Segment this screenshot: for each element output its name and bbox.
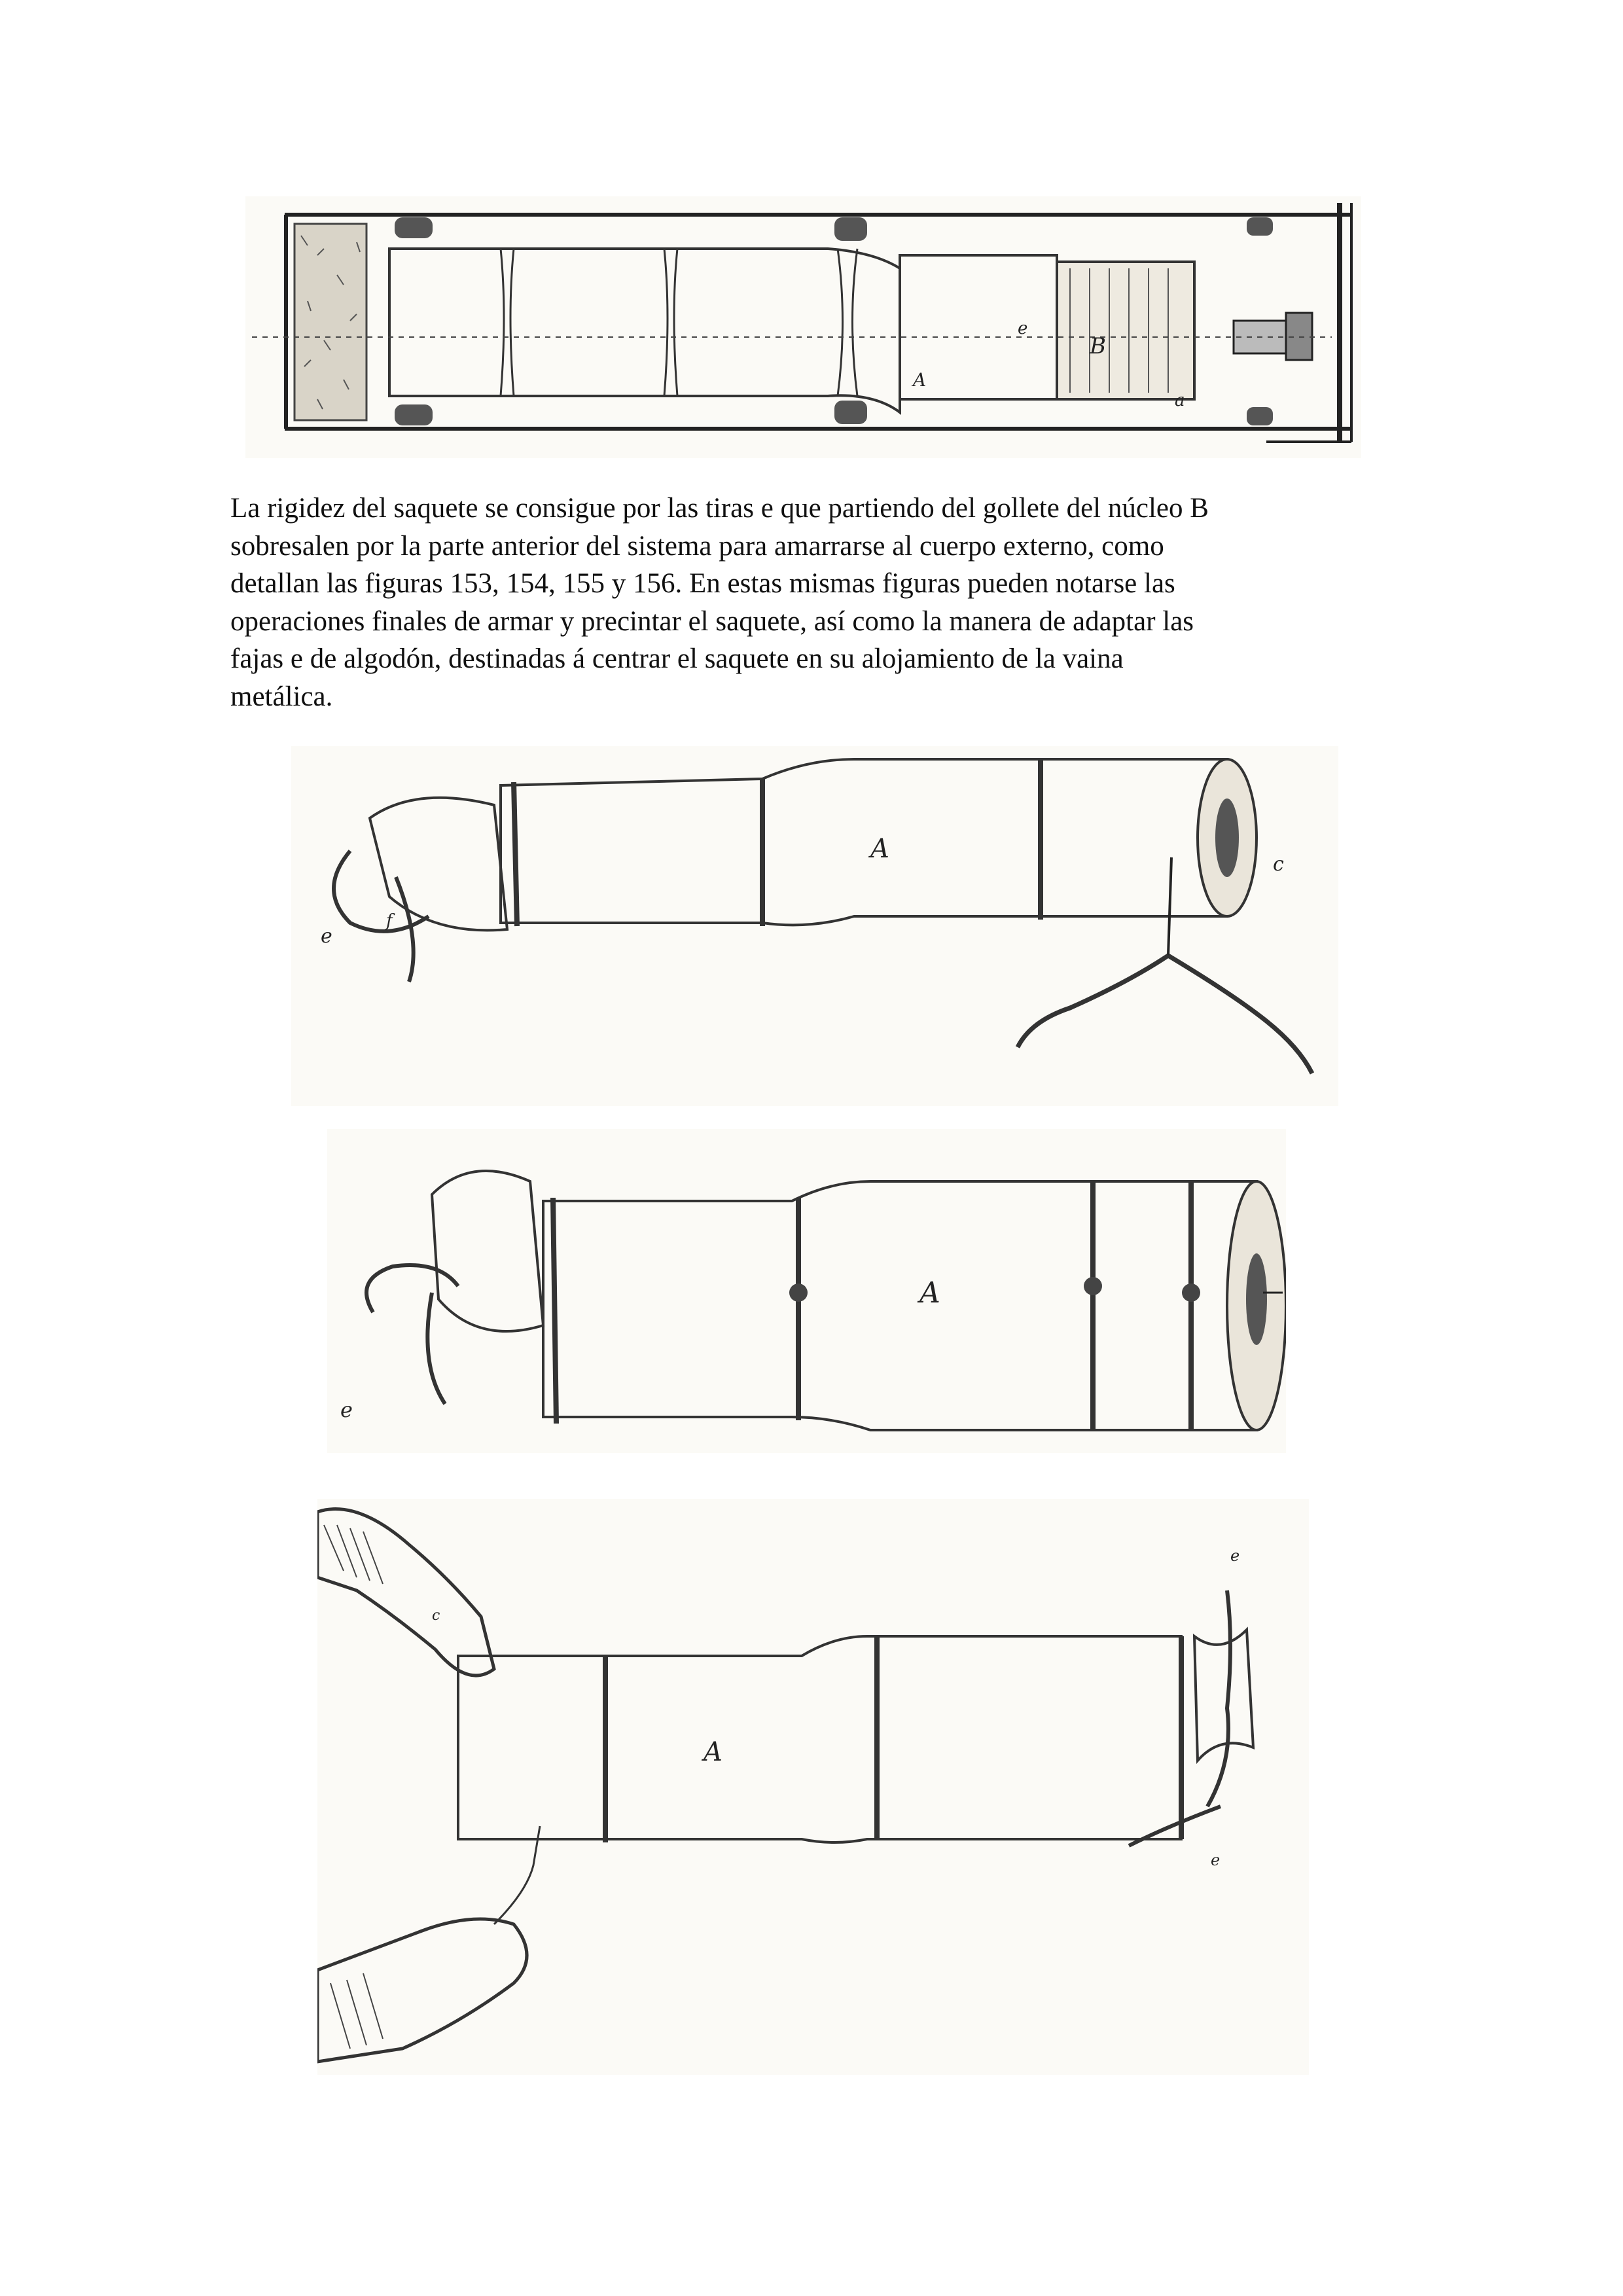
fig3-label-e: e xyxy=(340,1397,353,1422)
paragraph-line: detallan las figuras 153, 154, 155 y 156. En estas mismas figuras pueden notarse las xyxy=(230,568,1175,599)
fig4-label-e-top: e xyxy=(1230,1547,1240,1565)
fig4-label-e-bottom: e xyxy=(1211,1851,1221,1869)
bag-needle-drawing xyxy=(291,746,1338,1106)
paragraph-line: La rigidez del saquete se consigue por las tiras e que partiendo del gollete del núcleo B xyxy=(230,493,1209,524)
fig4-label-c: c xyxy=(432,1607,440,1624)
paragraph-line: fajas e de algodón, destinadas á centrar el saquete en su alojamiento de la vaina xyxy=(230,643,1124,674)
fig3-label-a: A xyxy=(919,1276,940,1310)
fig2-label-f: f xyxy=(386,911,393,931)
fig1-label-b: B xyxy=(1090,333,1106,359)
fig1-label-a: a xyxy=(1175,391,1185,410)
fig4-label-a: A xyxy=(704,1737,722,1767)
paragraph-line: operaciones finales de armar y precintar el saquete, así como la manera de adaptar las xyxy=(230,605,1194,637)
fig1-label-a-upper: A xyxy=(913,369,927,391)
bag-ties-drawing xyxy=(327,1129,1286,1453)
fig2-label-a: A xyxy=(870,834,889,864)
hands-sewing-drawing xyxy=(317,1499,1309,2075)
cartridge-section-drawing xyxy=(245,196,1361,458)
figure-bag-ties xyxy=(327,1129,1286,1453)
figure-bag-needle xyxy=(291,746,1338,1106)
fig1-label-e: e xyxy=(1018,319,1028,338)
fig2-label-e: e xyxy=(321,925,332,948)
body-paragraph xyxy=(230,490,1402,715)
figure-hands-sewing xyxy=(317,1499,1309,2075)
fig2-label-c: c xyxy=(1273,853,1284,876)
figure-cartridge-section xyxy=(245,196,1361,458)
paragraph-line: sobresalen por la parte anterior del sistema para amarrarse al cuerpo externo, como xyxy=(230,530,1164,562)
paragraph-line: metálica. xyxy=(230,681,333,712)
